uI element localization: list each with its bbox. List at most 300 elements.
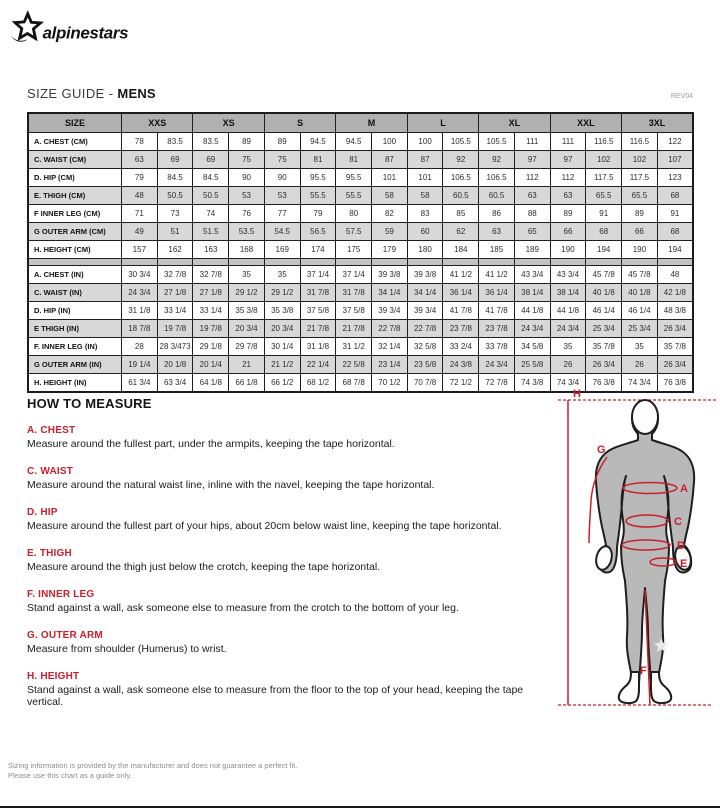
size-value-cell: 89: [622, 205, 658, 223]
size-value-cell: 72 1/2: [443, 374, 479, 393]
size-row-cm-2: [28, 169, 693, 187]
size-value-cell: 23 5/8: [407, 356, 443, 374]
separator-cell: [550, 259, 586, 266]
size-value-cell: 89: [550, 205, 586, 223]
size-value-cell: 33 1/4: [157, 302, 193, 320]
size-value-cell: 28 3/473: [157, 338, 193, 356]
size-value-cell: 37 5/8: [336, 302, 372, 320]
size-value-cell: 106.5: [443, 169, 479, 187]
size-value-cell: 18 7/8: [122, 320, 158, 338]
body-diagram: [553, 385, 720, 765]
size-value-cell: 39 3/8: [372, 266, 408, 284]
size-row-in-5: [28, 356, 693, 374]
size-value-cell: 65.5: [622, 187, 658, 205]
size-value-cell: 21 1/2: [264, 356, 300, 374]
row-label: E THIGH (IN): [28, 320, 122, 338]
size-value-cell: 78: [122, 133, 158, 151]
size-value-cell: 64 1/8: [193, 374, 229, 393]
measure-item-text: Measure around the natural waist line, inline with the navel, keeping the tape horizontal.: [27, 479, 435, 491]
size-value-cell: 63: [550, 187, 586, 205]
size-value-cell: 19 7/8: [157, 320, 193, 338]
size-value-cell: 61 3/4: [122, 374, 158, 393]
separator-cell: [479, 259, 515, 266]
size-value-cell: 68 1/2: [300, 374, 336, 393]
size-value-cell: 44 1/8: [514, 302, 550, 320]
size-value-cell: 53: [264, 187, 300, 205]
size-value-cell: 60.5: [443, 187, 479, 205]
size-value-cell: 97: [514, 151, 550, 169]
separator-cell: [336, 259, 372, 266]
size-value-cell: 76: [229, 205, 265, 223]
size-value-cell: 101: [372, 169, 408, 187]
measure-item-label: D. HIP: [27, 507, 58, 518]
separator-cell: [28, 259, 122, 266]
size-value-cell: 35 3/8: [264, 302, 300, 320]
row-label: E. THIGH (CM): [28, 187, 122, 205]
size-value-cell: 73: [157, 205, 193, 223]
size-value-cell: 37 1/4: [336, 266, 372, 284]
size-value-cell: 83: [407, 205, 443, 223]
size-value-cell: 65: [514, 223, 550, 241]
size-value-cell: 100: [372, 133, 408, 151]
row-label: C. WAIST (IN): [28, 284, 122, 302]
page-title-prefix: SIZE GUIDE -: [27, 86, 114, 101]
size-value-cell: 69: [157, 151, 193, 169]
size-value-cell: 68: [657, 187, 693, 205]
size-value-cell: 75: [229, 151, 265, 169]
size-value-cell: 102: [622, 151, 658, 169]
separator-cell: [586, 259, 622, 266]
size-value-cell: 116.5: [586, 133, 622, 151]
size-value-cell: 68: [657, 223, 693, 241]
size-value-cell: 33 2/4: [443, 338, 479, 356]
size-value-cell: 105.5: [479, 133, 515, 151]
size-value-cell: 117.5: [586, 169, 622, 187]
size-value-cell: 79: [300, 205, 336, 223]
size-value-cell: 63: [122, 151, 158, 169]
size-value-cell: 20 1/4: [193, 356, 229, 374]
size-value-cell: 83.5: [193, 133, 229, 151]
row-label: G OUTER ARM (IN): [28, 356, 122, 374]
size-value-cell: 74 3/4: [622, 374, 658, 393]
size-value-cell: 20 1/8: [157, 356, 193, 374]
size-value-cell: 90: [264, 169, 300, 187]
measure-item-3: [27, 548, 552, 573]
footer-line-1: Sizing information is provided by the manufacturer and does not guarantee a perfect fit.: [8, 761, 298, 770]
size-value-cell: 190: [550, 241, 586, 259]
measure-item-label: E. THIGH: [27, 548, 72, 559]
size-value-cell: 68: [586, 223, 622, 241]
size-column-header-xxl: XXL: [550, 113, 621, 133]
size-value-cell: 34 1/4: [407, 284, 443, 302]
measure-item-text: Measure around the fullest part of your hips, about 20cm below waist line, keeping the tape horizontal.: [27, 520, 502, 532]
size-value-cell: 41 1/2: [479, 266, 515, 284]
size-value-cell: 62: [443, 223, 479, 241]
size-value-cell: 63: [514, 187, 550, 205]
size-value-cell: 46 1/4: [586, 302, 622, 320]
size-value-cell: 63: [479, 223, 515, 241]
size-value-cell: 76 3/8: [586, 374, 622, 393]
size-value-cell: 26: [622, 356, 658, 374]
size-row-cm-4: [28, 205, 693, 223]
size-value-cell: 80: [336, 205, 372, 223]
size-value-cell: 41 1/2: [443, 266, 479, 284]
size-value-cell: 70 7/8: [407, 374, 443, 393]
size-value-cell: 27 1/8: [193, 284, 229, 302]
size-value-cell: 157: [122, 241, 158, 259]
size-value-cell: 112: [514, 169, 550, 187]
size-value-cell: 107: [657, 151, 693, 169]
size-value-cell: 32 7/8: [157, 266, 193, 284]
size-value-cell: 48: [657, 266, 693, 284]
how-to-measure-section: [27, 396, 552, 724]
size-value-cell: 49: [122, 223, 158, 241]
size-value-cell: 184: [443, 241, 479, 259]
size-value-cell: 75: [264, 151, 300, 169]
size-value-cell: 74 3/8: [514, 374, 550, 393]
measurement-figure: [553, 385, 720, 765]
size-value-cell: 40 1/8: [586, 284, 622, 302]
row-label: F. INNER LEG (IN): [28, 338, 122, 356]
size-row-cm-6: [28, 241, 693, 259]
size-value-cell: 35 7/8: [586, 338, 622, 356]
size-value-cell: 76 3/8: [657, 374, 693, 393]
size-value-cell: 105.5: [443, 133, 479, 151]
size-value-cell: 26 3/4: [657, 356, 693, 374]
size-value-cell: 39 3/4: [372, 302, 408, 320]
footer-line-2: Please use this chart as a guide only.: [8, 771, 132, 780]
size-value-cell: 68 7/8: [336, 374, 372, 393]
size-value-cell: 83.5: [157, 133, 193, 151]
size-value-cell: 101: [407, 169, 443, 187]
size-value-cell: 35: [622, 338, 658, 356]
separator-cell: [622, 259, 658, 266]
size-value-cell: 111: [550, 133, 586, 151]
size-value-cell: 87: [372, 151, 408, 169]
size-value-cell: 34 1/4: [372, 284, 408, 302]
size-value-cell: 26 3/4: [586, 356, 622, 374]
size-value-cell: 89: [264, 133, 300, 151]
size-column-header-3xl: 3XL: [622, 113, 693, 133]
size-value-cell: 112: [550, 169, 586, 187]
size-value-cell: 92: [443, 151, 479, 169]
size-value-cell: 179: [372, 241, 408, 259]
size-value-cell: 24 3/4: [479, 356, 515, 374]
size-value-cell: 23 7/8: [479, 320, 515, 338]
size-value-cell: 25 3/4: [622, 320, 658, 338]
measure-item-label: F. INNER LEG: [27, 589, 95, 600]
size-value-cell: 24 3/4: [550, 320, 586, 338]
size-value-cell: 33 7/8: [479, 338, 515, 356]
size-row-in-3: [28, 320, 693, 338]
size-value-cell: 94.5: [336, 133, 372, 151]
size-value-cell: 35: [264, 266, 300, 284]
size-value-cell: 51: [157, 223, 193, 241]
size-value-cell: 29 7/8: [229, 338, 265, 356]
size-value-cell: 91: [586, 205, 622, 223]
size-value-cell: 71: [122, 205, 158, 223]
size-row-cm-0: [28, 133, 693, 151]
size-value-cell: 32 7/8: [193, 266, 229, 284]
size-value-cell: 69: [193, 151, 229, 169]
logo-star-icon: [15, 14, 40, 39]
size-value-cell: 35 7/8: [657, 338, 693, 356]
size-value-cell: 95.5: [336, 169, 372, 187]
size-value-cell: 36 1/4: [479, 284, 515, 302]
size-value-cell: 168: [229, 241, 265, 259]
size-value-cell: 81: [300, 151, 336, 169]
row-label: H. HEIGHT (CM): [28, 241, 122, 259]
size-value-cell: 111: [514, 133, 550, 151]
measure-item-5: [27, 630, 552, 655]
size-value-cell: 81: [336, 151, 372, 169]
size-value-cell: 43 3/4: [550, 266, 586, 284]
size-value-cell: 79: [122, 169, 158, 187]
separator-cell: [407, 259, 443, 266]
figure-label-chest: A: [680, 483, 688, 495]
size-value-cell: 53: [229, 187, 265, 205]
size-value-cell: 77: [264, 205, 300, 223]
size-value-cell: 35: [550, 338, 586, 356]
separator-cell: [229, 259, 265, 266]
size-row-in-1: [28, 284, 693, 302]
size-value-cell: 65.5: [586, 187, 622, 205]
size-value-cell: 74: [193, 205, 229, 223]
size-value-cell: 169: [264, 241, 300, 259]
size-value-cell: 40 1/8: [622, 284, 658, 302]
size-value-cell: 38 1/4: [550, 284, 586, 302]
size-value-cell: 31 1/2: [336, 338, 372, 356]
size-value-cell: 32 5/8: [407, 338, 443, 356]
size-column-header-s: S: [264, 113, 335, 133]
footer-disclaimer: [8, 761, 297, 781]
size-row-cm-1: [28, 151, 693, 169]
size-value-cell: 42 1/8: [657, 284, 693, 302]
size-value-cell: 70 1/2: [372, 374, 408, 393]
size-value-cell: 106.5: [479, 169, 515, 187]
size-value-cell: 34 5/8: [514, 338, 550, 356]
size-value-cell: 66 1/8: [229, 374, 265, 393]
size-value-cell: 24 3/4: [514, 320, 550, 338]
size-value-cell: 29 1/8: [193, 338, 229, 356]
size-value-cell: 48: [122, 187, 158, 205]
size-column-header-l: L: [407, 113, 478, 133]
size-column-header-m: M: [336, 113, 407, 133]
bottom-rule: [0, 806, 720, 808]
size-value-cell: 57.5: [336, 223, 372, 241]
size-value-cell: 35 3/8: [229, 302, 265, 320]
size-row-in-4: [28, 338, 693, 356]
size-table-head: [28, 113, 693, 133]
size-value-cell: 97: [550, 151, 586, 169]
separator-cell: [372, 259, 408, 266]
separator-cell: [443, 259, 479, 266]
size-value-cell: 55.5: [336, 187, 372, 205]
separator-cell: [193, 259, 229, 266]
size-value-cell: 26: [550, 356, 586, 374]
size-value-cell: 82: [372, 205, 408, 223]
size-value-cell: 53.5: [229, 223, 265, 241]
size-value-cell: 84.5: [157, 169, 193, 187]
size-value-cell: 19 1/4: [122, 356, 158, 374]
size-value-cell: 31 1/8: [300, 338, 336, 356]
size-corner-header: SIZE: [28, 113, 122, 133]
size-value-cell: 86: [479, 205, 515, 223]
measure-item-text: Stand against a wall, ask someone else to measure from the crotch to the bottom of your leg.: [27, 602, 459, 614]
measure-item-1: [27, 466, 552, 491]
row-label: A. CHEST (CM): [28, 133, 122, 151]
size-value-cell: 22 5/8: [336, 356, 372, 374]
size-value-cell: 41 7/8: [443, 302, 479, 320]
page-title-gender: MENS: [117, 86, 156, 101]
size-value-cell: 74 3/4: [550, 374, 586, 393]
figure-label-height: H: [573, 388, 581, 400]
size-value-cell: 38 1/4: [514, 284, 550, 302]
right-foot-shape: [651, 672, 671, 703]
size-row-in-2: [28, 302, 693, 320]
row-label: D. HIP (IN): [28, 302, 122, 320]
head-shape: [632, 400, 658, 434]
size-value-cell: 20 3/4: [264, 320, 300, 338]
size-value-cell: 31 7/8: [336, 284, 372, 302]
unit-separator-row: [28, 259, 693, 266]
alpinestars-logo-graphic: [8, 10, 128, 50]
size-value-cell: 37 1/4: [300, 266, 336, 284]
size-value-cell: 66: [550, 223, 586, 241]
size-value-cell: 123: [657, 169, 693, 187]
measure-item-6: [27, 671, 552, 708]
size-value-cell: 21: [229, 356, 265, 374]
size-column-header-xs: XS: [193, 113, 264, 133]
measure-item-label: G. OUTER ARM: [27, 630, 103, 641]
size-value-cell: 25 5/8: [514, 356, 550, 374]
revision-label: REV04: [670, 93, 693, 100]
measure-item-0: [27, 425, 552, 450]
separator-cell: [657, 259, 693, 266]
size-value-cell: 21 7/8: [336, 320, 372, 338]
size-value-cell: 174: [300, 241, 336, 259]
size-value-cell: 50.5: [193, 187, 229, 205]
title-bar: [27, 86, 693, 101]
alpinestars-logo: [8, 10, 128, 55]
size-value-cell: 87: [407, 151, 443, 169]
size-value-cell: 63 3/4: [157, 374, 193, 393]
measure-item-text: Measure around the fullest part, under the armpits, keeping the tape horizontal.: [27, 438, 395, 450]
size-value-cell: 72 7/8: [479, 374, 515, 393]
size-value-cell: 44 1/8: [550, 302, 586, 320]
how-to-measure-title: HOW TO MEASURE: [27, 396, 152, 411]
size-value-cell: 48 3/8: [657, 302, 693, 320]
size-value-cell: 56.5: [300, 223, 336, 241]
figure-label-waist: C: [674, 516, 682, 528]
measure-item-label: H. HEIGHT: [27, 671, 80, 682]
size-value-cell: 84.5: [193, 169, 229, 187]
size-value-cell: 22 7/8: [372, 320, 408, 338]
size-table: [27, 112, 694, 393]
size-value-cell: 180: [407, 241, 443, 259]
size-value-cell: 100: [407, 133, 443, 151]
figure-label-outer-arm: G: [597, 444, 606, 456]
size-value-cell: 27 1/8: [157, 284, 193, 302]
size-value-cell: 31 1/8: [122, 302, 158, 320]
size-value-cell: 41 7/8: [479, 302, 515, 320]
separator-cell: [264, 259, 300, 266]
size-table-body: [28, 133, 693, 393]
size-value-cell: 58: [372, 187, 408, 205]
size-value-cell: 189: [514, 241, 550, 259]
size-value-cell: 55.5: [300, 187, 336, 205]
size-value-cell: 39 3/8: [407, 266, 443, 284]
size-value-cell: 175: [336, 241, 372, 259]
size-value-cell: 163: [193, 241, 229, 259]
row-label: A. CHEST (IN): [28, 266, 122, 284]
size-value-cell: 39 3/4: [407, 302, 443, 320]
size-value-cell: 89: [229, 133, 265, 151]
size-value-cell: 22 7/8: [407, 320, 443, 338]
size-value-cell: 51.5: [193, 223, 229, 241]
measure-item-text: Measure from shoulder (Humerus) to wrist.: [27, 643, 227, 655]
size-value-cell: 54.5: [264, 223, 300, 241]
size-value-cell: 194: [657, 241, 693, 259]
measure-item-4: [27, 589, 552, 614]
row-label: D. HIP (CM): [28, 169, 122, 187]
separator-cell: [122, 259, 158, 266]
size-value-cell: 33 1/4: [193, 302, 229, 320]
left-foot-shape: [619, 672, 639, 703]
row-label: C. WAIST (CM): [28, 151, 122, 169]
size-value-cell: 26 3/4: [657, 320, 693, 338]
size-value-cell: 30 3/4: [122, 266, 158, 284]
size-value-cell: 66: [622, 223, 658, 241]
size-value-cell: 24 3/4: [122, 284, 158, 302]
size-value-cell: 28: [122, 338, 158, 356]
size-value-cell: 194: [586, 241, 622, 259]
size-value-cell: 32 1/4: [372, 338, 408, 356]
row-label: G OUTER ARM (CM): [28, 223, 122, 241]
figure-label-inner-leg: F: [640, 665, 647, 677]
size-value-cell: 35: [229, 266, 265, 284]
size-value-cell: 60.5: [479, 187, 515, 205]
size-value-cell: 30 1/4: [264, 338, 300, 356]
logo-wordmark: alpinestars: [42, 23, 128, 43]
figure-label-hip: D: [677, 540, 685, 552]
measure-item-2: [27, 507, 552, 532]
size-value-cell: 162: [157, 241, 193, 259]
measure-item-label: C. WAIST: [27, 466, 74, 477]
size-value-cell: 66 1/2: [264, 374, 300, 393]
size-value-cell: 19 7/8: [193, 320, 229, 338]
size-value-cell: 31 7/8: [300, 284, 336, 302]
size-value-cell: 117.5: [622, 169, 658, 187]
size-value-cell: 22 1/4: [300, 356, 336, 374]
figure-label-thigh: E: [680, 558, 688, 570]
separator-cell: [157, 259, 193, 266]
size-table-header-row: [28, 113, 693, 133]
size-column-header-xl: XL: [479, 113, 550, 133]
size-value-cell: 122: [657, 133, 693, 151]
size-value-cell: 102: [586, 151, 622, 169]
size-value-cell: 24 3/8: [443, 356, 479, 374]
size-value-cell: 85: [443, 205, 479, 223]
measure-item-label: A. CHEST: [27, 425, 76, 436]
size-value-cell: 185: [479, 241, 515, 259]
size-value-cell: 29 1/2: [264, 284, 300, 302]
size-value-cell: 95.5: [300, 169, 336, 187]
size-row-in-0: [28, 266, 693, 284]
size-value-cell: 29 1/2: [229, 284, 265, 302]
size-value-cell: 45 7/8: [586, 266, 622, 284]
separator-cell: [514, 259, 550, 266]
